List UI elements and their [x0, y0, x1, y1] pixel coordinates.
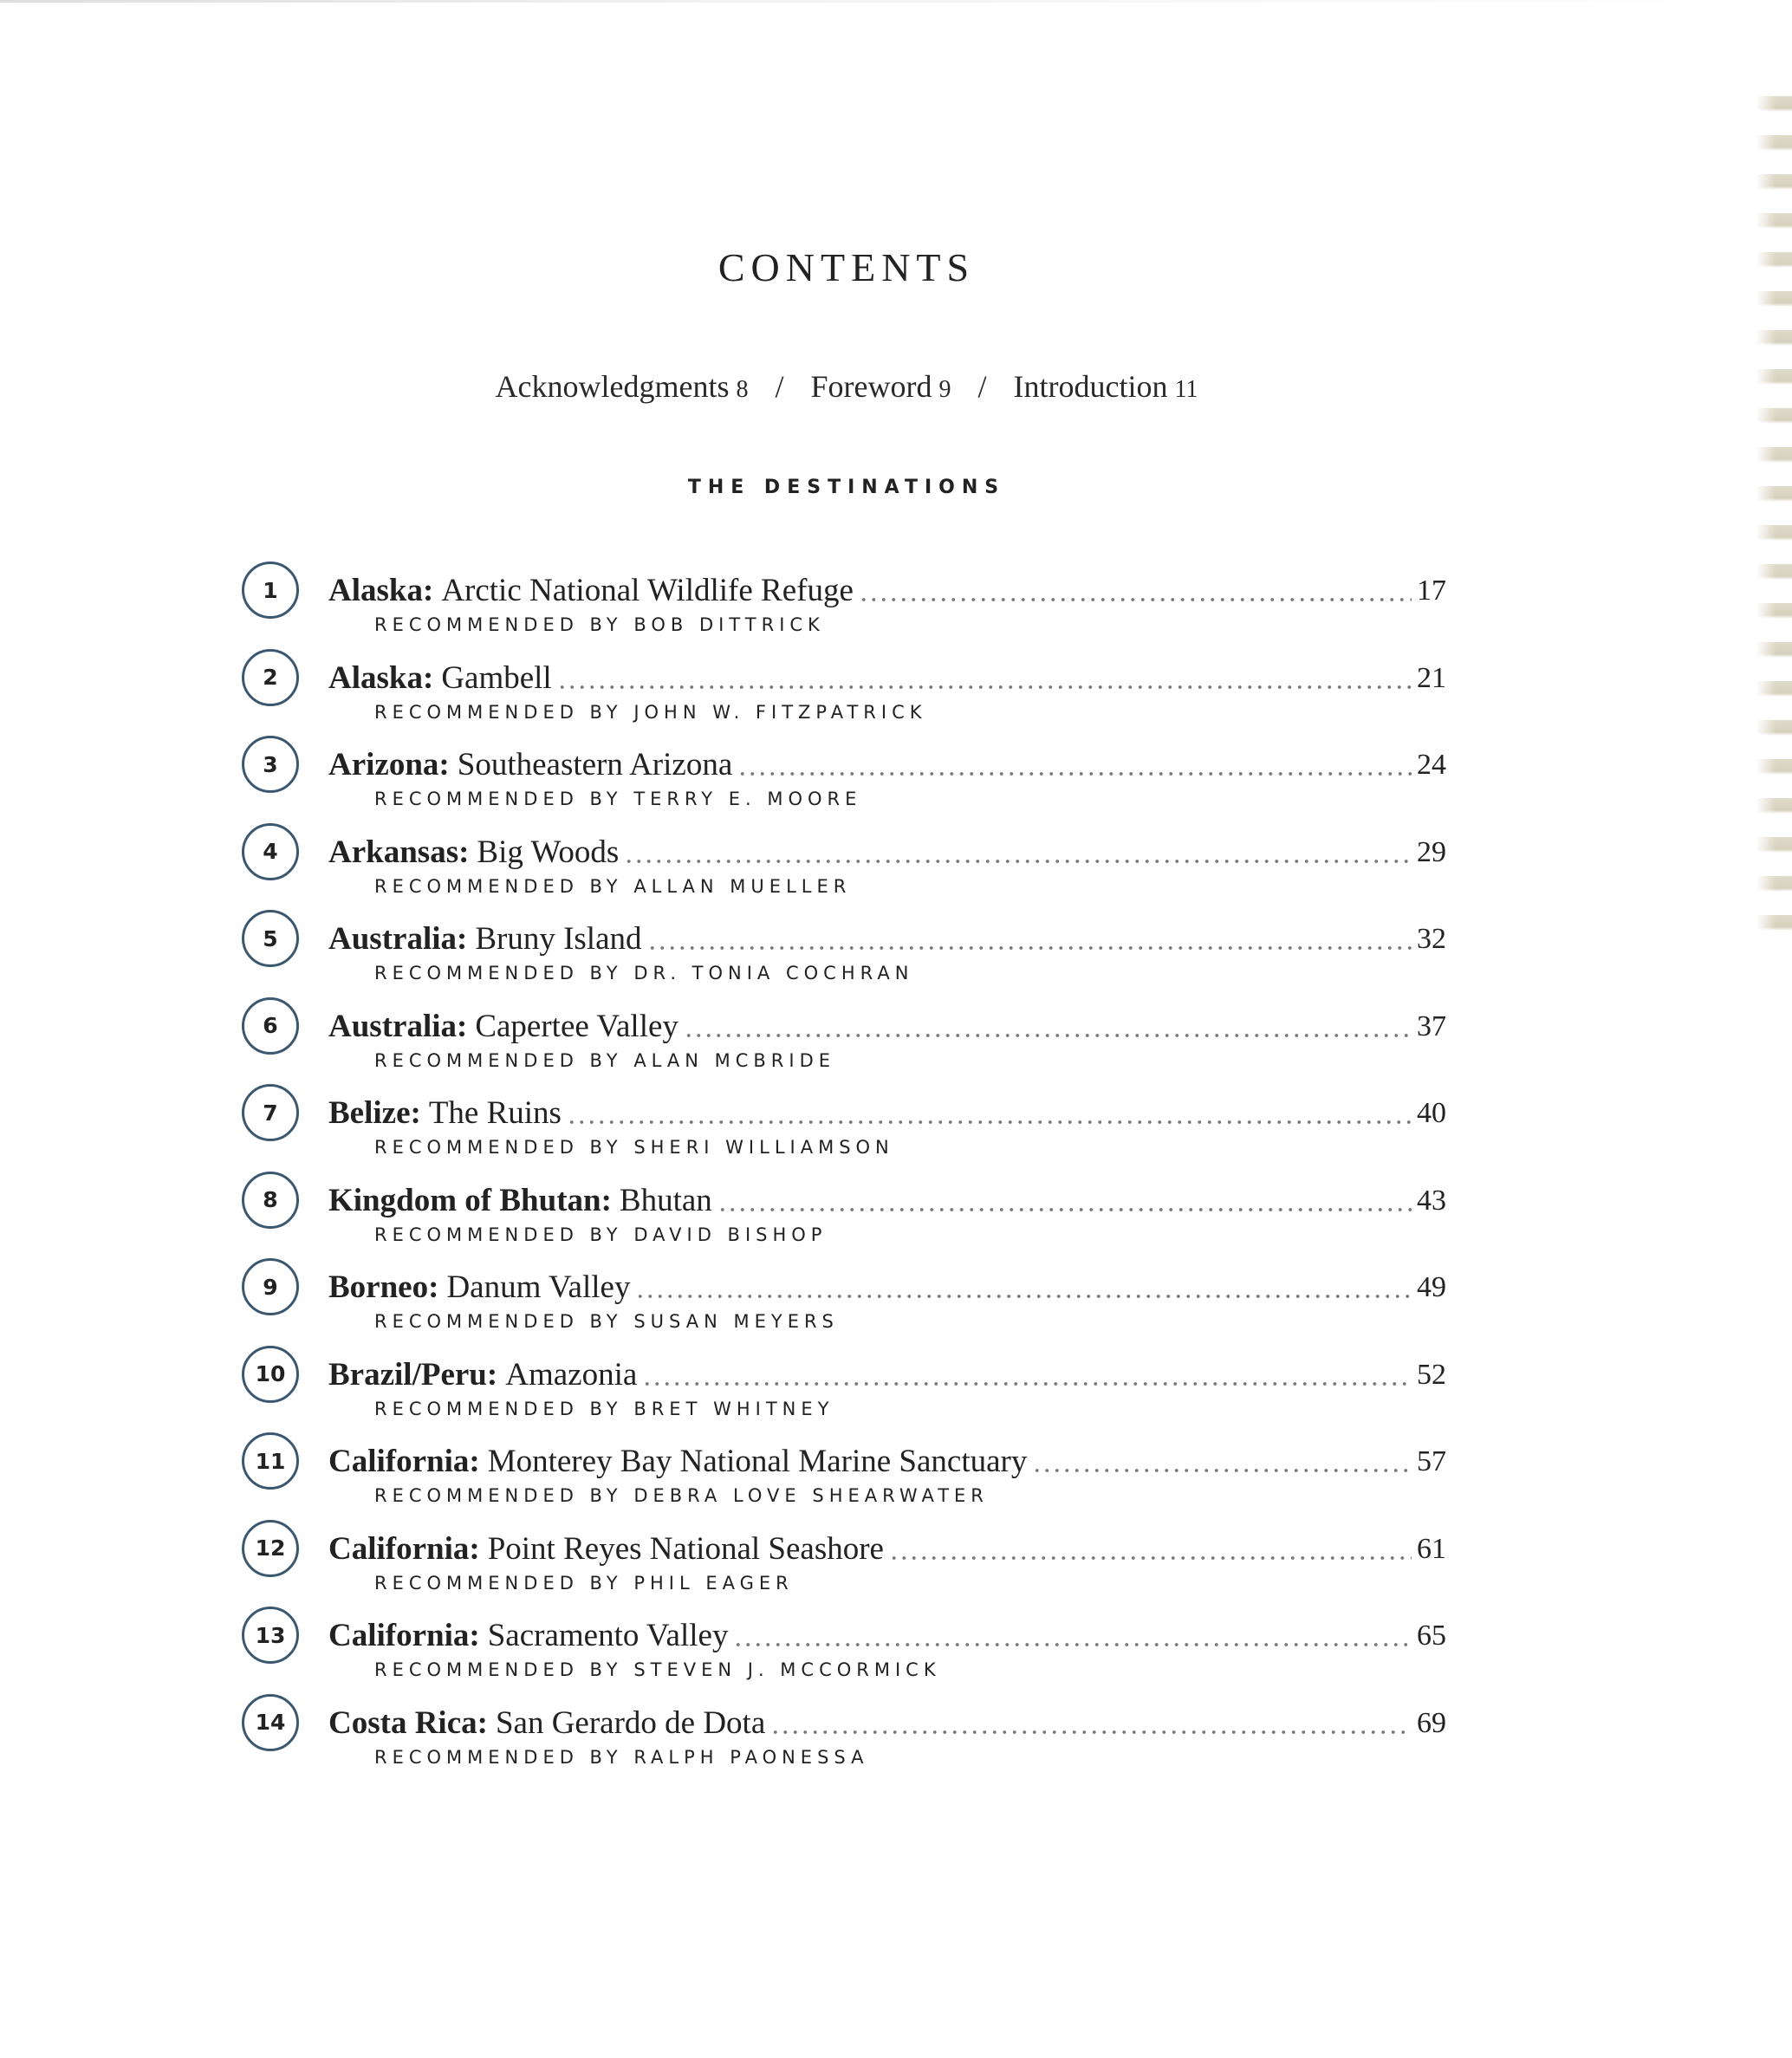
entry-page-number: 49: [1417, 1271, 1446, 1303]
entry-place: Danum Valley: [446, 1269, 631, 1305]
entry-region: Brazil/Peru:: [328, 1356, 498, 1393]
entry-title-line: [328, 1095, 1446, 1132]
front-acknowledgments: [496, 369, 749, 404]
entry-title-line: [328, 921, 1446, 958]
entry-number-badge: 6: [242, 997, 299, 1055]
dot-leader: [859, 597, 1412, 602]
entry-region: Costa Rica:: [328, 1704, 488, 1741]
entry-title-line: [328, 573, 1446, 609]
toc-list: [242, 573, 1446, 1792]
entry-recommended-by: RECOMMENDED BY ALLAN MUELLER: [374, 875, 852, 897]
dot-leader: [1032, 1468, 1412, 1473]
toc-entry: [242, 921, 1446, 1009]
entry-place: Monterey Bay National Marine Sanctuary: [487, 1444, 1028, 1479]
entry-region: Alaska:: [328, 573, 434, 608]
entry-region: Belize:: [328, 1095, 421, 1131]
entry-recommended-by: RECOMMENDED BY JOHN W. FITZPATRICK: [374, 701, 927, 723]
toc-entry: [242, 834, 1446, 922]
front-foreword: [811, 369, 951, 404]
entry-region: California:: [328, 1618, 480, 1653]
entry-place: Bruny Island: [475, 921, 642, 957]
front-matter-line: [0, 368, 1693, 405]
front-label: Acknowledgments: [495, 369, 730, 404]
entry-number-badge: 8: [242, 1172, 299, 1229]
entry-title-line: [328, 1618, 1446, 1654]
dot-leader: [684, 1033, 1412, 1038]
entry-title-line: [328, 1009, 1446, 1045]
front-page: 9: [938, 376, 951, 403]
entry-title-line: [328, 1444, 1446, 1480]
toc-entry: [242, 747, 1446, 834]
entry-page-number: 29: [1417, 835, 1446, 868]
toc-entry: [242, 1183, 1446, 1270]
entry-region: Arizona:: [328, 747, 450, 782]
front-label: Foreword: [810, 369, 932, 404]
entry-recommended-by: RECOMMENDED BY SUSAN MEYERS: [374, 1311, 839, 1332]
page-edge-stripes: [1756, 82, 1792, 949]
separator: /: [977, 369, 987, 404]
entry-number-badge: 1: [242, 562, 299, 619]
dot-leader: [635, 1294, 1412, 1299]
entry-place: Arctic National Wildlife Refuge: [441, 573, 854, 608]
entry-recommended-by: RECOMMENDED BY PHIL EAGER: [374, 1572, 794, 1594]
entry-number-badge: 13: [242, 1607, 299, 1664]
entry-page-number: 32: [1417, 923, 1446, 955]
entry-place: Big Woods: [477, 834, 620, 870]
entry-page-number: 17: [1417, 575, 1446, 607]
section-heading: THE DESTINATIONS: [687, 477, 1006, 498]
entry-recommended-by: RECOMMENDED BY DAVID BISHOP: [374, 1224, 828, 1245]
toc-entry: [242, 1705, 1446, 1793]
entry-title-line: [328, 1269, 1446, 1306]
entry-place: Point Reyes National Seashore: [487, 1530, 884, 1567]
entry-recommended-by: RECOMMENDED BY ALAN MCBRIDE: [374, 1049, 836, 1071]
toc-entry: [242, 1531, 1446, 1619]
toc-entry: [242, 1357, 1446, 1444]
toc-entry: [242, 1618, 1446, 1705]
entry-place: The Ruins: [428, 1095, 562, 1131]
entry-page-number: 37: [1417, 1010, 1446, 1042]
page-top-edge: [0, 0, 1792, 3]
entry-region: Alaska:: [328, 659, 434, 696]
entry-page-number: 52: [1417, 1358, 1446, 1391]
entry-title-line: [328, 1705, 1446, 1742]
entry-title-line: [328, 747, 1446, 783]
entry-recommended-by: RECOMMENDED BY SHERI WILLIAMSON: [374, 1137, 894, 1158]
entry-recommended-by: RECOMMENDED BY BOB DITTRICK: [374, 614, 825, 635]
entry-recommended-by: RECOMMENDED BY DEBRA LOVE SHEARWATER: [374, 1485, 989, 1506]
entry-recommended-by: RECOMMENDED BY TERRY E. MOORE: [374, 789, 862, 809]
entry-number-badge: 5: [242, 910, 299, 967]
entry-number-badge: 14: [242, 1694, 299, 1751]
entry-number-badge: 7: [242, 1084, 299, 1141]
separator: /: [775, 369, 784, 404]
entry-title-line: [328, 834, 1446, 871]
entry-page-number: 65: [1417, 1620, 1446, 1652]
entry-page-number: 61: [1417, 1532, 1446, 1565]
toc-entry: [242, 1269, 1446, 1357]
entry-place: Sacramento Valley: [487, 1618, 729, 1653]
entry-number-badge: 9: [242, 1258, 299, 1315]
dot-leader: [733, 1642, 1412, 1647]
entry-page-number: 21: [1417, 661, 1446, 694]
entry-number-badge: 11: [242, 1432, 299, 1490]
entry-place: Southeastern Arizona: [457, 747, 733, 782]
dot-leader: [557, 685, 1412, 690]
entry-title-line: [328, 1531, 1446, 1568]
entry-place: San Gerardo de Dota: [495, 1704, 766, 1741]
dot-leader: [642, 1381, 1412, 1386]
entry-recommended-by: RECOMMENDED BY BRET WHITNEY: [374, 1398, 834, 1419]
entry-page-number: 57: [1417, 1445, 1446, 1477]
entry-region: Australia:: [328, 1008, 468, 1044]
entry-region: Kingdom of Bhutan:: [328, 1182, 612, 1218]
toc-entry: [242, 660, 1446, 748]
entry-page-number: 40: [1417, 1097, 1446, 1129]
front-page: 11: [1174, 376, 1198, 403]
entry-place: Capertee Valley: [475, 1008, 678, 1044]
entry-page-number: 43: [1417, 1184, 1446, 1217]
entry-region: Arkansas:: [328, 834, 470, 870]
entry-place: Gambell: [441, 659, 552, 696]
entry-recommended-by: RECOMMENDED BY RALPH PAONESSA: [374, 1746, 869, 1768]
entry-place: Bhutan: [619, 1182, 712, 1218]
entry-number-badge: 2: [242, 649, 299, 706]
dot-leader: [624, 859, 1412, 864]
entry-region: California:: [328, 1530, 480, 1567]
front-introduction: [1014, 369, 1198, 404]
entry-region: California:: [328, 1444, 480, 1479]
entry-place: Amazonia: [505, 1356, 638, 1393]
entry-number-badge: 4: [242, 823, 299, 880]
page-title: CONTENTS: [717, 245, 976, 289]
entry-title-line: [328, 1183, 1446, 1219]
toc-entry: [242, 1009, 1446, 1096]
front-page: 8: [736, 376, 749, 403]
entry-number-badge: 12: [242, 1520, 299, 1577]
entry-number-badge: 3: [242, 736, 299, 793]
entry-title-line: [328, 1357, 1446, 1393]
front-label: Introduction: [1013, 369, 1168, 404]
toc-entry: [242, 573, 1446, 660]
dot-leader: [889, 1555, 1412, 1561]
entry-page-number: 69: [1417, 1706, 1446, 1739]
dot-leader: [647, 945, 1412, 951]
dot-leader: [737, 771, 1412, 776]
entry-number-badge: 10: [242, 1346, 299, 1403]
entry-region: Borneo:: [328, 1269, 439, 1305]
dot-leader: [717, 1207, 1412, 1212]
toc-entry: [242, 1095, 1446, 1183]
entry-recommended-by: RECOMMENDED BY DR. TONIA COCHRAN: [374, 963, 914, 984]
dot-leader: [770, 1730, 1412, 1735]
entry-region: Australia:: [328, 921, 468, 957]
entry-page-number: 24: [1417, 749, 1446, 781]
entry-title-line: [328, 660, 1446, 697]
toc-entry: [242, 1444, 1446, 1531]
dot-leader: [567, 1120, 1412, 1125]
entry-recommended-by: RECOMMENDED BY STEVEN J. MCCORMICK: [374, 1659, 941, 1680]
